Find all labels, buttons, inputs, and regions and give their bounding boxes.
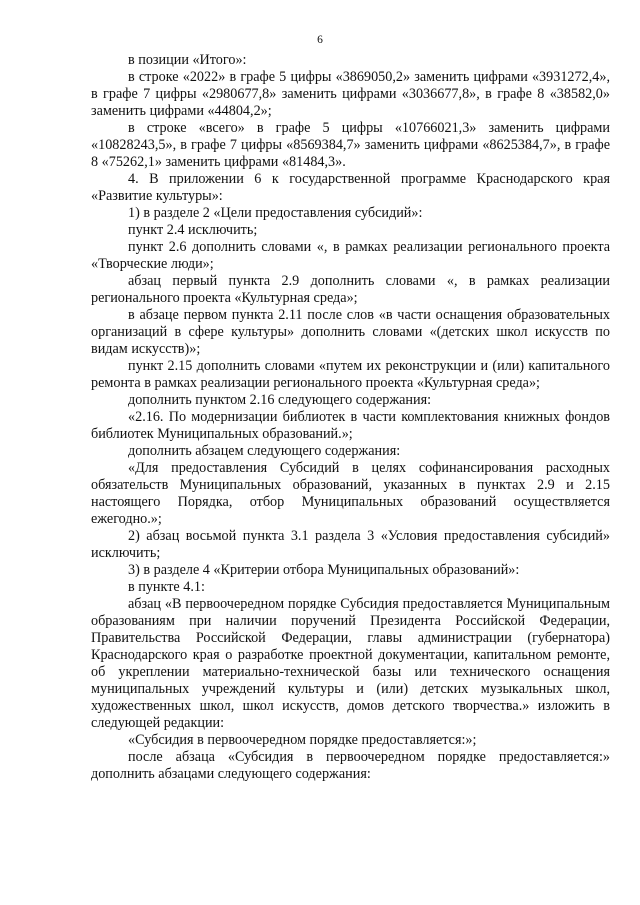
paragraph: пункт 2.4 исключить; <box>128 222 258 238</box>
paragraph: «Субсидия в первоочередном порядке предоставляется:»; <box>128 732 477 748</box>
paragraph: в строке «всего» в графе 5 цифры «10766021,3» заменить цифрами «10828243,5», в графе 7 цифры «8569384,7» заменить цифрами «8625384,7», в графе 8 «75262,1» заменить цифрами «81484,3». <box>91 120 610 170</box>
document-body <box>91 52 610 783</box>
paragraph: абзац «В первоочередном порядке Субсидия предоставляется Муниципальным образованиям при наличии поручений Президента Российской Федерации, Правительства Российской Федерации, главы администрации (губернатора) Краснодарского края о разработке проектной документации, капитальном ремонте, об укреплении материально-технической базы или технического оснащения муниципальных учреждений культуры и (или) детских музыкальных школ, художественных школ, школ искусств, домов детского творчества.» изложить в следующей редакции: <box>91 596 610 731</box>
paragraph: в абзаце первом пункта 2.11 после слов «в части оснащения образовательных организаций в сфере культуры» дополнить словами «(детских школ искусств по видам искусств)»; <box>91 307 610 357</box>
paragraph: пункт 2.6 дополнить словами «, в рамках реализации регионального проекта «Творческие люди»; <box>91 239 610 272</box>
paragraph: в строке «2022» в графе 5 цифры «3869050,2» заменить цифрами «3931272,4», в графе 7 цифры «2980677,8» заменить цифрами «3036677,8», в графе 8 «38582,0» заменить цифрами «44804,2»; <box>91 69 610 119</box>
paragraph: абзац первый пункта 2.9 дополнить словами «, в рамках реализации регионального проекта «Культурная среда»; <box>91 273 610 306</box>
paragraph: 3) в разделе 4 «Критерии отбора Муниципальных образований»: <box>128 562 520 578</box>
page-number: 6 <box>317 34 323 46</box>
paragraph: в позиции «Итого»: <box>128 52 247 68</box>
paragraph: в пункте 4.1: <box>128 579 205 595</box>
paragraph: «Для предоставления Субсидий в целях софинансирования расходных обязательств Муниципальных образований, указанных в пунктах 2.9 и 2.15 настоящего Порядка, отбор Муниципальных образований осуществляется ежегодно.»; <box>91 460 610 527</box>
paragraph: после абзаца «Субсидия в первоочередном порядке предоставляется:» дополнить абзацами следующего содержания: <box>91 749 610 782</box>
paragraph: 2) абзац восьмой пункта 3.1 раздела 3 «Условия предоставления субсидий» исключить; <box>91 528 610 561</box>
paragraph: 1) в разделе 2 «Цели предоставления субсидий»: <box>128 205 423 221</box>
paragraph: «2.16. По модернизации библиотек в части комплектования книжных фондов библиотек Муниципальных образований.»; <box>91 409 610 442</box>
paragraph: дополнить пунктом 2.16 следующего содержания: <box>128 392 432 408</box>
paragraph: дополнить абзацем следующего содержания: <box>128 443 401 459</box>
paragraph: пункт 2.15 дополнить словами «путем их реконструкции и (или) капитального ремонта в рамках реализации регионального проекта «Культурная среда»; <box>91 358 610 391</box>
paragraph: 4. В приложении 6 к государственной программе Краснодарского края «Развитие культуры»: <box>91 171 610 204</box>
